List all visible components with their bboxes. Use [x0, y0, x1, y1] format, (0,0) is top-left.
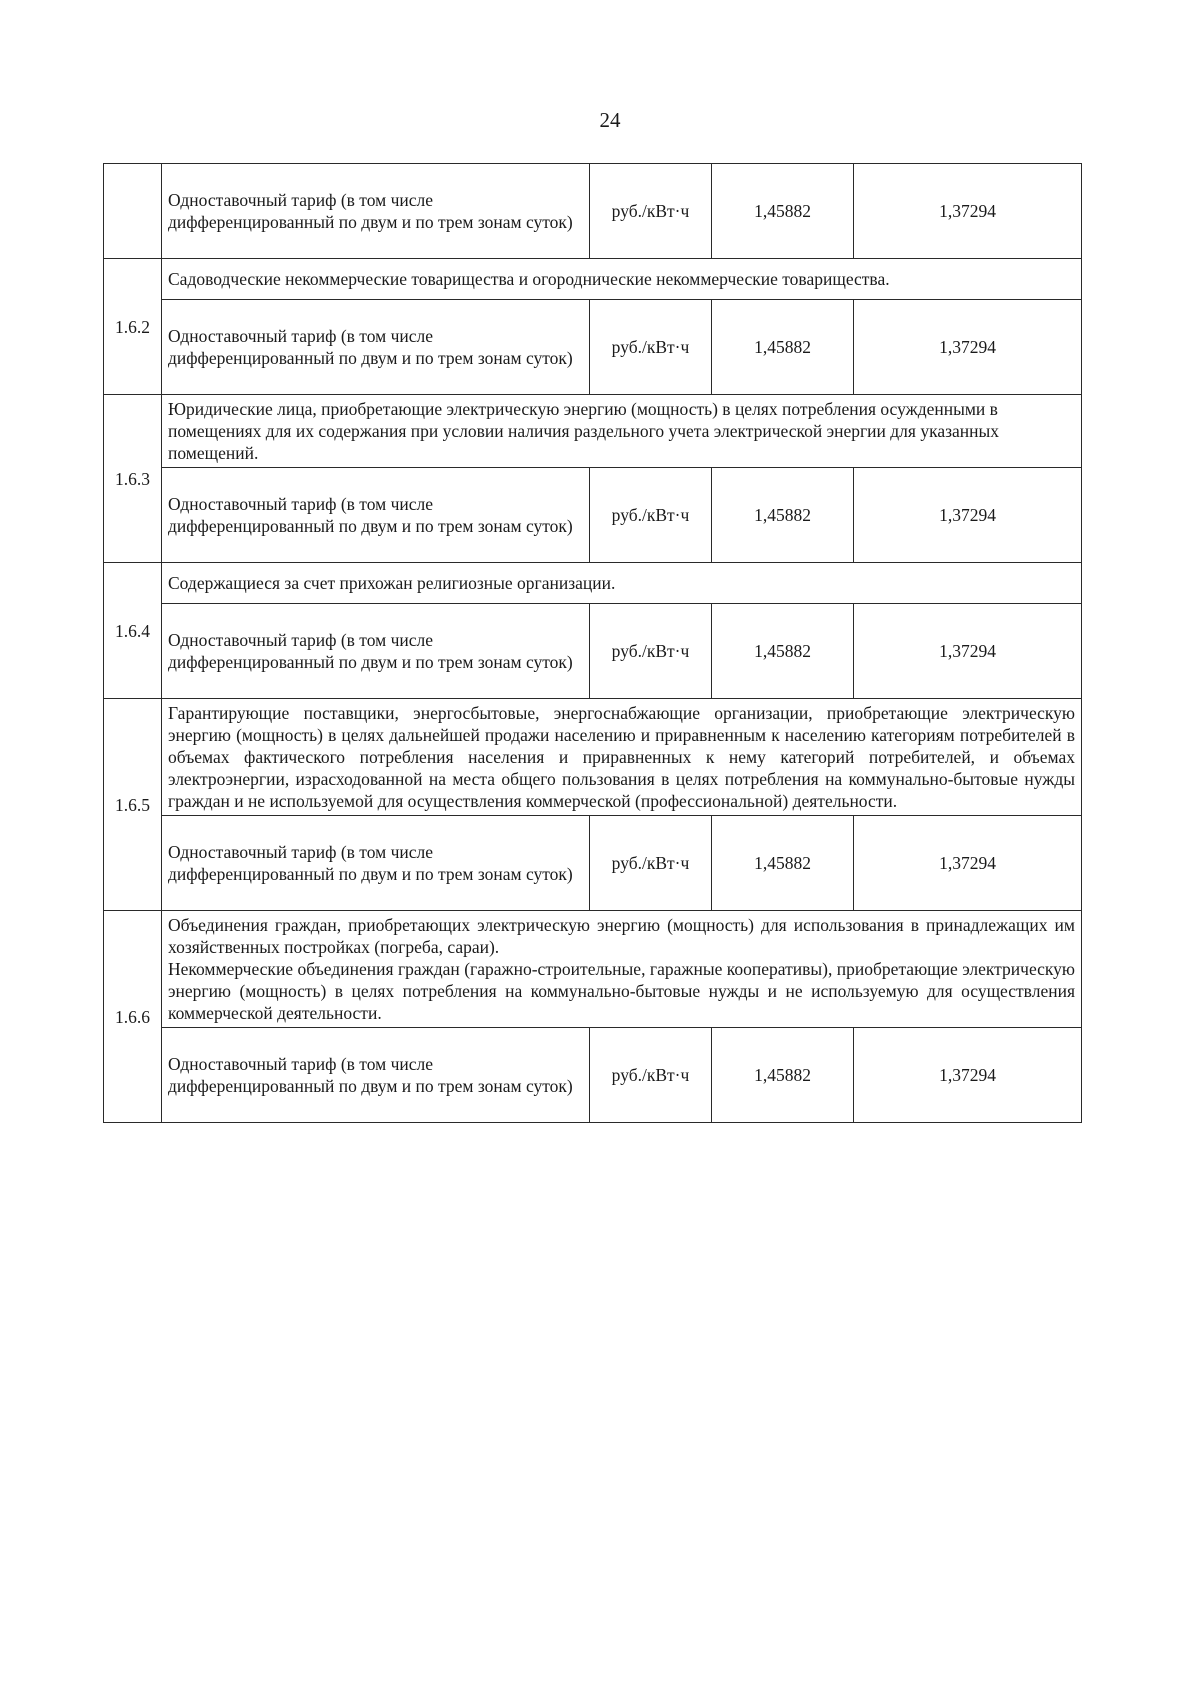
category-cell: Юридические лица, приобретающие электрическую энергию (мощность) в целях потребления осужденными в помещениях для их содержания при условии наличия раздельного учета электрической энергии для указанных помещений.: [162, 395, 1082, 468]
tariff-table: [103, 163, 1082, 1123]
row-number-cell: 1.6.4: [104, 563, 162, 699]
row-number-cell: 1.6.3: [104, 395, 162, 563]
value1-cell: 1,45882: [712, 604, 854, 699]
unit-cell: руб./кВт·ч: [590, 164, 712, 259]
tariff-description-cell: Одноставочный тариф (в том числе дифференцированный по двум и по трем зонам суток): [162, 468, 590, 563]
table-row: [104, 816, 1082, 911]
value1-cell: 1,45882: [712, 300, 854, 395]
tariff-description-cell: Одноставочный тариф (в том числе дифференцированный по двум и по трем зонам суток): [162, 300, 590, 395]
tariff-description-cell: Одноставочный тариф (в том числе дифференцированный по двум и по трем зонам суток): [162, 816, 590, 911]
unit-cell: руб./кВт·ч: [590, 816, 712, 911]
tariff-description-cell: Одноставочный тариф (в том числе дифференцированный по двум и по трем зонам суток): [162, 1028, 590, 1123]
table-row: [104, 259, 1082, 300]
row-number-cell: [104, 164, 162, 259]
unit-cell: руб./кВт·ч: [590, 300, 712, 395]
category-paragraph: Некоммерческие объединения граждан (гаражно-строительные, гаражные кооперативы), приобретающие электрическую энергию (мощность) в целях потребления на коммунально-бытовые нужды и не используемую для осуществления коммерческой деятельности.: [168, 959, 1075, 1023]
unit-cell: руб./кВт·ч: [590, 604, 712, 699]
value2-cell: 1,37294: [854, 300, 1082, 395]
table-row: [104, 911, 1082, 1028]
value2-cell: 1,37294: [854, 468, 1082, 563]
tariff-description-cell: Одноставочный тариф (в том числе дифференцированный по двум и по трем зонам суток): [162, 164, 590, 259]
value1-cell: 1,45882: [712, 1028, 854, 1123]
row-number-cell: 1.6.6: [104, 911, 162, 1123]
table-row: [104, 395, 1082, 468]
category-cell: Содержащиеся за счет прихожан религиозные организации.: [162, 563, 1082, 604]
table-row: [104, 604, 1082, 699]
table-row: [104, 563, 1082, 604]
tariff-description-cell: Одноставочный тариф (в том числе дифференцированный по двум и по трем зонам суток): [162, 604, 590, 699]
category-paragraph: Объединения граждан, приобретающих электрическую энергию (мощность) для использования в принадлежащих им хозяйственных постройках (погреба, сараи).: [168, 915, 1075, 957]
row-number-cell: 1.6.5: [104, 699, 162, 911]
table-row: [104, 468, 1082, 563]
value1-cell: 1,45882: [712, 468, 854, 563]
value1-cell: 1,45882: [712, 164, 854, 259]
value2-cell: 1,37294: [854, 1028, 1082, 1123]
page-number: 24: [599, 108, 621, 132]
value1-cell: 1,45882: [712, 816, 854, 911]
value2-cell: 1,37294: [854, 164, 1082, 259]
category-cell: Гарантирующие поставщики, энергосбытовые, энергоснабжающие организации, приобретающие электрическую энергию (мощность) в целях дальнейшей продажи населению и приравненным к населению категориям потребителей в объемах фактического потребления населения и приравненных к нему категорий потребителей, и объемах электроэнергии, израсходованной на места общего пользования в целях потребления на коммунально-бытовые нужды граждан и не используемой для осуществления коммерческой (профессиональной) деятельности.: [162, 699, 1082, 816]
table-row: [104, 1028, 1082, 1123]
table-row: [104, 699, 1082, 816]
category-cell: [162, 911, 1082, 1028]
value2-cell: 1,37294: [854, 816, 1082, 911]
value2-cell: 1,37294: [854, 604, 1082, 699]
table-row: [104, 164, 1082, 259]
category-cell: Садоводческие некоммерческие товарищества и огороднические некоммерческие товарищества.: [162, 259, 1082, 300]
unit-cell: руб./кВт·ч: [590, 1028, 712, 1123]
unit-cell: руб./кВт·ч: [590, 468, 712, 563]
row-number-cell: 1.6.2: [104, 259, 162, 395]
table-row: [104, 300, 1082, 395]
